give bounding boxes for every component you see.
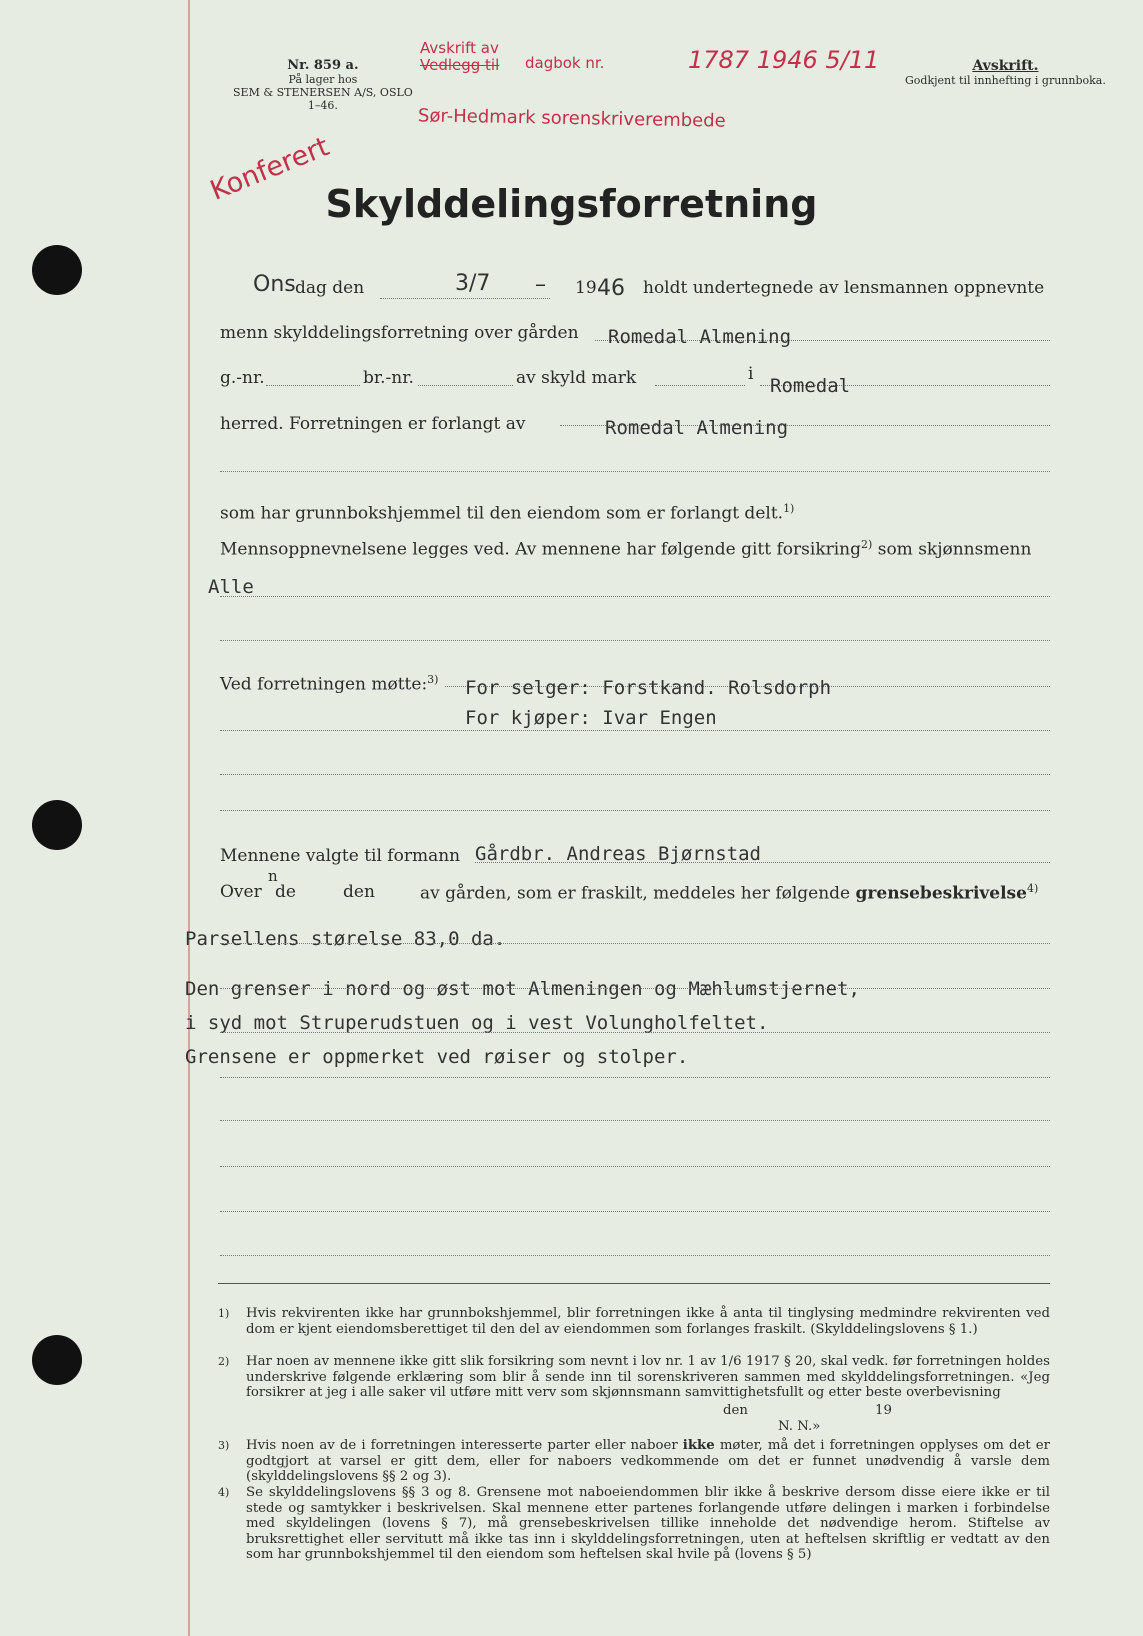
description-line-3: i syd mot Struperudstuen og i vest Volungholfeltet.	[185, 1012, 769, 1034]
publisher-line-2: SEM & STENERSEN A/S, OSLO	[233, 86, 413, 99]
blank-line-1	[220, 471, 1050, 472]
grunnbok-text: som har grunnbokshjemmel til den eiendom som er forlangt delt.$^{1)}$	[220, 502, 795, 524]
footnote-4: 4) Se skylddelingslovens §§ 3 og 8. Grensene mot naboeiendommen blir ikke å beskrive dersom disse eiere ikke er til stede og samtykker i beskrivelsen. Skal mennene etter partenes forlangende utføre delingen i marken i forbindelse med skyldelingen (lovens § 7), må grensebeskrivelsen tillike inneholde det nødvendige herom. Stiftelse av bruksrettighet eller servitutt må ikke tas inn i skylddelingsforretningen, uten at heftelsen skriftlig er vedtatt av den som har grunnbokshjemmel til den eiendom som heftelsen skal hvile på (lovens § 5)	[218, 1485, 1050, 1562]
brnr-line	[418, 385, 513, 386]
desc-rule-5	[220, 1120, 1050, 1121]
punch-hole-bottom	[32, 1335, 82, 1385]
insured-men: Alle	[208, 576, 254, 598]
avskrift-note: Godkjent til innhefting i grunnboka.	[905, 74, 1106, 87]
form-publisher-block	[233, 58, 413, 112]
skyld-line	[655, 385, 745, 386]
requested-by: Romedal Almening	[605, 417, 789, 439]
footnote-2: 2) Har noen av mennene ikke gitt slik forsikring som nevnt i lov nr. 1 av 1/6 1917 § 20, skal vedk. før forretningen holdes underskrive følgende erklæring som blir å sende inn til sorenskriveren sammen med skylddelingsforretningen. «Jeg forsikrer at jeg i alle saker vil utføre mitt verv som skjønnsmann samvittighetsfullt og etter beste overbevisning	[218, 1354, 1050, 1400]
publisher-line-3: 1–46.	[307, 99, 338, 112]
stamp-line-1: Avskrift av	[420, 39, 499, 57]
fn2-year: 19	[875, 1403, 892, 1418]
year-filled: 46	[597, 276, 625, 301]
description-line-1: Parsellens størelse 83,0 da.	[185, 928, 506, 950]
stamp-line-2: Vedlegg til	[420, 56, 500, 74]
fn2-sign: N. N.»	[778, 1419, 821, 1434]
weekday-filled: Ons	[253, 272, 296, 297]
punch-hole-middle	[32, 800, 82, 850]
year-prefix: 19	[575, 278, 597, 298]
description-line-2: Den grenser i nord og øst mot Almeningen og Mæhlumstjernet,	[185, 978, 860, 1000]
menn-label: menn skylddelingsforretning over gården	[220, 323, 579, 343]
intro-rest: holdt undertegnede av lensmannen oppnevnte	[643, 278, 1045, 298]
over-rest: av gården, som er fraskilt, meddeles her følgende grensebeskrivelse$^{4)}$	[420, 882, 1039, 904]
description-line-4: Grensene er oppmerket ved røiser og stolper.	[185, 1046, 689, 1068]
dagbok-number: 1787 1946 5/11	[688, 46, 880, 74]
farm-name: Romedal Almening	[608, 326, 792, 348]
footnote-1: 1) Hvis rekvirenten ikke har grunnbokshjemmel, blir forretningen ikke å anta til tinglysing medmindre rekvirenten ved dom er kjent eiendomsberettiget til den del av eiendommen som forlanges fraskilt. (Skylddelingslovens § 1.)	[218, 1306, 1050, 1337]
desc-rule-3	[220, 1032, 1050, 1033]
over-de: de	[275, 882, 296, 902]
desc-rule-6	[220, 1166, 1050, 1167]
menn-text: Mennsoppnevnelsene legges ved. Av mennene har følgende gitt forsikring$^{2)}$ som skjønnsmenn	[220, 538, 1032, 560]
blank-line-4	[220, 810, 1050, 811]
office-stamp: Sør-Hedmark sorenskriverembede	[417, 105, 726, 132]
page-title: Skylddelingsforretning	[325, 182, 818, 226]
chairman: Gårdbr. Andreas Bjørnstad	[475, 843, 761, 865]
avskrift-stamp	[420, 40, 499, 74]
over-n: n	[268, 867, 278, 885]
i-label: i	[748, 364, 754, 384]
form-number: Nr. 859 a.	[287, 58, 359, 73]
over-label: Over	[220, 882, 262, 902]
desc-rule-1	[220, 943, 1050, 944]
gnr-line	[266, 385, 360, 386]
avskrift-title: Avskrift.	[972, 58, 1039, 74]
skyld-label: av skyld mark	[516, 368, 637, 388]
konferert-stamp: Konferert	[206, 131, 334, 207]
herred-label: herred. Forretningen er forlangt av	[220, 414, 526, 434]
fn2-den: den	[723, 1403, 748, 1418]
desc-rule-7	[220, 1211, 1050, 1212]
publisher-line-1: På lager hos	[288, 73, 358, 86]
chairman-label: Mennene valgte til formann	[220, 846, 461, 866]
motte-label: Ved forretningen møtte:$^{3)}$	[220, 673, 439, 695]
footnote-separator	[218, 1283, 1050, 1284]
attendee-seller: For selger: Forstkand. Rolsdorph	[465, 677, 832, 699]
punch-hole-top	[32, 245, 82, 295]
stamp-dagbok-label: dagbok nr.	[525, 54, 605, 72]
desc-rule-4	[220, 1077, 1050, 1078]
municipality: Romedal	[770, 375, 851, 397]
date-filled: 3/7	[455, 271, 491, 296]
dag-den-label: dag den	[295, 278, 365, 298]
desc-rule-8	[220, 1255, 1050, 1256]
desc-rule-2	[220, 988, 1050, 989]
blank-line-2	[220, 640, 1050, 641]
over-den: den	[343, 882, 375, 902]
date-line	[380, 298, 550, 299]
insured-line	[220, 596, 1050, 597]
gnr-label: g.-nr.	[220, 368, 265, 388]
document-page: Nr. 859 a. På lager hos SEM & STENERSEN A/S, OSLO 1–46. Avskrift av Vedlegg til dagbok nr. 1787 1946 5/11 Sør-Hedmark sorenskriverembede Konferert Avskrift. Godkjent til innhefting i grunnboka. Skylddelingsforretning Ons dag den 3/7 – 19 46 holdt undertegnede av lensmannen oppnevnte menn skylddelingsforretning over gården Romedal Almening g.-nr. br.-nr. av skyld mark i Romedal herred. Forretningen er forlangt av Romedal Almening som har grunnbokshjemmel til den eiendom som er forlangt delt.$^{1)}$ Mennsoppnevnelsene legges ved. Av mennene har følgende gitt forsikring$^{2)}$ som skjønnsmenn Alle Ved forretningen møtte:$^{3)}$ For selger: Forstkand. Rolsdorph For kjøper: Ivar Engen Mennene valgte til formann Gårdbr. Andreas Bjørnstad Over n de den av gården, som er fraskilt, meddeles her følgende grensebeskrivelse$^{4)}$ Parsellens størelse 83,0 da. Den grenser i nord og øst mot Almeningen og Mæhlumstjernet, i syd mot Struperudstuen og i vest Volungholfeltet. Grensene er oppmerket ved røiser og stolper. 1) Hvis rekvirenten ikke har grunnbokshjemmel, blir forretningen ikke å anta til tinglysing medmindre rekvirenten ved dom er kjent eiendomsberettiget til den del av eiendommen som forlanges fraskilt. (Skylddelingslovens § 1.) 2) Har noen av mennene ikke gitt slik forsikring som nevnt i lov nr. 1 av 1/6 1917 § 20, skal vedk. før forretningen holdes underskrive følgende erklæring som blir å sende inn til sorenskriveren sammen med skylddelingsforretningen. «Jeg forsikrer at jeg i alle saker vil utføre mitt verv som skjønnsmann samvittighetsfullt og etter beste overbevisning den 19 N. N.» 3) Hvis noen av de i forretningen interesserte parter eller naboer ikke møter, må det i forretningen opplyses om det er godtgjort at varsel er gitt dem, eller for naboers vedkommende om det er funnet unødvendig å varsle dem (skylddelingslovens §§ 2 og 3). 4) Se skylddelingslovens §§ 3 og 8. Grensene mot naboeiendommen blir ikke å beskrive dersom disse eiere ikke er til stede og samtykker i beskrivelsen. Skal mennene etter partenes forlangende utføre delingen i marken i forbindelse med skyldelingen (lovens § 7), må grensebeskrivelsen tillike inneholde det nødvendige herom. Stiftelse av bruksrettighet eller servitutt må ikke tas inn i skylddelingsforretningen, uten at heftelsen skriftlig er vedtatt av den som har grunnbokshjemmel til den eiendom som heftelsen skal hvile på (lovens § 5)	[0, 0, 1143, 1636]
avskrift-block	[905, 58, 1106, 87]
footnote-3: 3) Hvis noen av de i forretningen interesserte parter eller naboer ikke møter, må det i forretningen opplyses om det er godtgjort at varsel er gitt dem, eller for naboers vedkommende om det er funnet unødvendig å varsle dem (skylddelingslovens §§ 2 og 3).	[218, 1438, 1050, 1484]
brnr-label: br.-nr.	[363, 368, 414, 388]
attendee-buyer: For kjøper: Ivar Engen	[465, 707, 717, 729]
margin-rule	[188, 0, 190, 1636]
blank-line-3	[220, 774, 1050, 775]
attendee-line-2	[220, 730, 1050, 731]
